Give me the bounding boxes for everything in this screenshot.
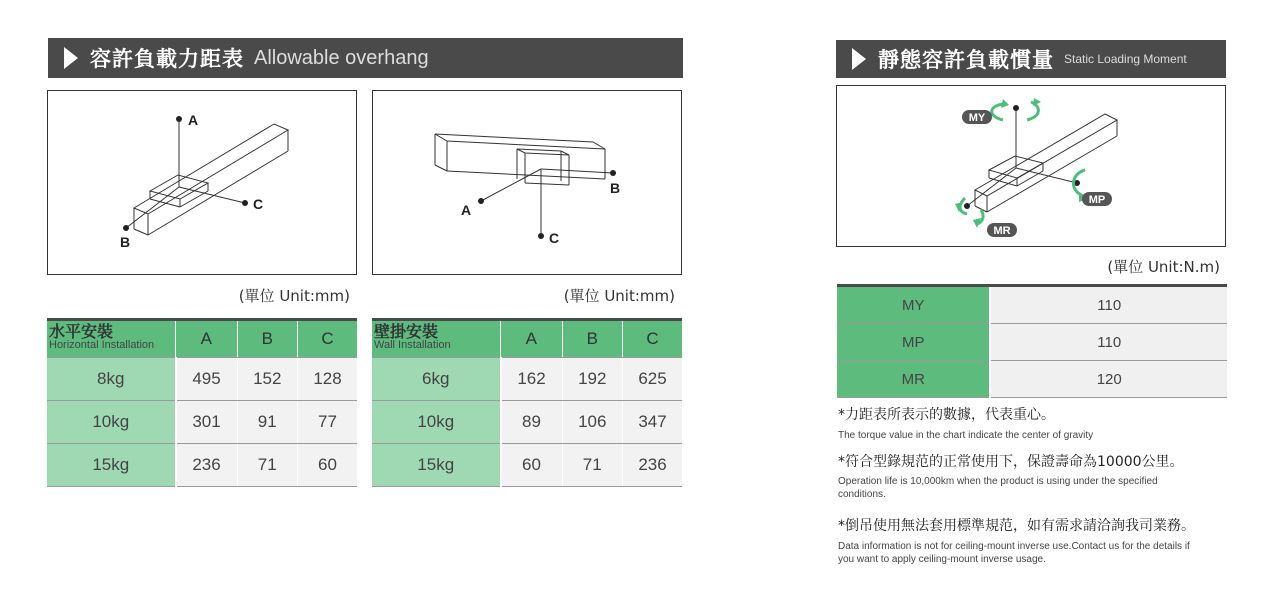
table-title-zh: 壁掛安裝 [374,324,439,341]
horizontal-installation-table [47,318,357,487]
cell-b: 152 [237,358,298,401]
axis-label-c: C [253,196,264,212]
allowable-overhang-header [48,38,683,78]
chevron-right-icon [64,47,78,69]
cell-c: 128 [298,358,357,401]
column-header-c: C [298,320,357,358]
table-row [372,444,682,487]
axis-label-c: C [549,230,560,246]
note-3-en: Data information is not for ceiling-mount inverse use.Contact us for the details if you want to apply ceiling-mount inverse usage. [838,541,1190,565]
row-label: 6kg [372,358,501,401]
moment-row-label: MY [837,286,990,324]
static-moment-header [836,40,1226,78]
moment-label-mr: MR [993,225,1011,237]
column-header-b: B [237,320,298,358]
table-row [837,361,1227,398]
cell-b: 71 [562,444,623,487]
table-row [837,324,1227,361]
cell-a: 301 [176,401,238,444]
header-title-en: Static Loading Moment [1064,52,1187,66]
cell-c: 347 [623,401,682,444]
cell-c: 236 [623,444,682,487]
note-3-zh: *倒吊使用無法套用標準規范，如有需求請洽詢我司業務。 [838,518,1195,534]
column-header-a: A [501,320,563,358]
table-title-cell [372,320,501,358]
table-row [372,358,682,401]
cell-b: 192 [562,358,623,401]
axis-label-a: A [188,112,199,128]
header-title-zh: 靜態容許負載慣量 [878,48,1054,72]
cell-a: 162 [501,358,563,401]
table-row [47,444,357,487]
cell-a: 495 [176,358,238,401]
row-label: 10kg [372,401,501,444]
chevron-right-icon [852,48,866,70]
axis-label-a: A [461,202,472,218]
row-label: 8kg [47,358,176,401]
table-title-en: Horizontal Installation [49,339,155,351]
cell-b: 91 [237,401,298,444]
moment-row-value: 120 [990,361,1227,398]
moment-row-value: 110 [990,324,1227,361]
note-2-zh: *符合型錄規范的正常使用下，保證壽命為10000公里。 [838,454,1184,470]
note-1-en: The torque value in the chart indicate the center of gravity [838,430,1094,441]
static-moment-diagram [836,85,1226,247]
table-header-row [372,320,682,358]
cell-b: 71 [237,444,298,487]
cell-b: 106 [562,401,623,444]
cell-c: 60 [298,444,357,487]
moment-label-mp: MP [1088,194,1106,206]
unit-label-moment: (單位 Unit:N.m) [1107,258,1220,276]
note-1-zh: *力距表所表示的數據，代表重心。 [838,407,1055,423]
cell-c: 77 [298,401,357,444]
unit-label-horizontal: (單位 Unit:mm) [238,287,350,305]
header-title-en: Allowable overhang [254,46,429,69]
cell-a: 236 [176,444,238,487]
table-title-zh: 水平安裝 [49,324,114,341]
table-title-cell [47,320,176,358]
cell-c: 625 [623,358,682,401]
static-moment-table [837,284,1227,398]
wall-installation-diagram [372,90,682,275]
wall-installation-table [372,318,682,487]
table-row [47,358,357,401]
cell-a: 89 [501,401,563,444]
table-row [837,286,1227,324]
moment-row-label: MR [837,361,990,398]
horizontal-installation-diagram [47,90,357,275]
row-label: 10kg [47,401,176,444]
column-header-a: A [176,320,238,358]
cell-a: 60 [501,444,563,487]
column-header-b: B [562,320,623,358]
column-header-c: C [623,320,682,358]
moment-row-value: 110 [990,286,1227,324]
moment-row-label: MP [837,324,990,361]
unit-label-wall: (單位 Unit:mm) [563,287,675,305]
table-title-en: Wall Installation [374,339,451,351]
row-label: 15kg [372,444,501,487]
table-row [47,401,357,444]
axis-label-b: B [120,234,131,250]
axis-label-b: B [610,180,621,196]
row-label: 15kg [47,444,176,487]
header-title-zh: 容許負載力距表 [90,47,244,71]
moment-label-my: MY [968,112,986,124]
table-row [372,401,682,444]
table-header-row [47,320,357,358]
note-2-en: Operation life is 10,000km when the product is using under the specified conditions. [838,476,1158,500]
